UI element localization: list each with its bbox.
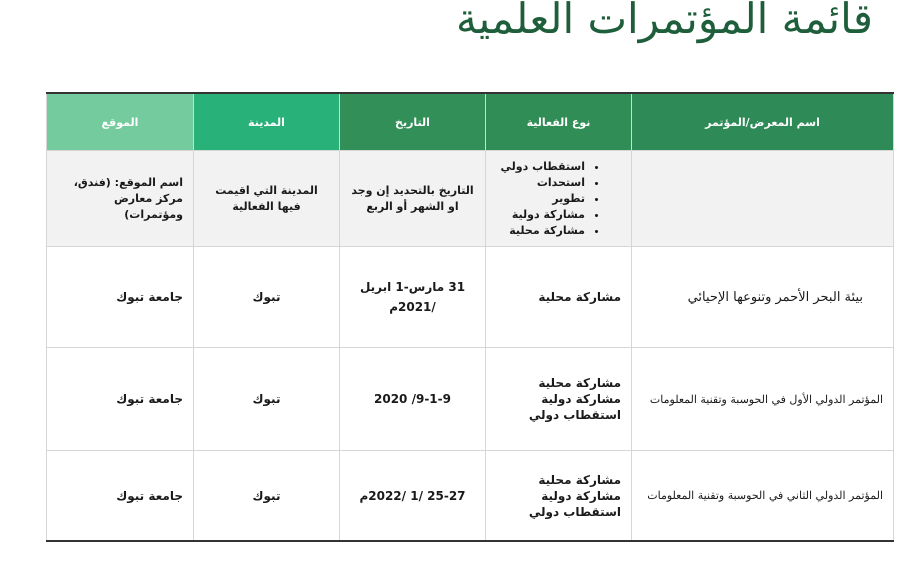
table-row [47, 451, 894, 542]
event-venue: جامعة تبوك [47, 451, 194, 542]
list-item: • مشاركة دولية [496, 207, 585, 223]
event-date: 31 مارس-1 ابريل /2021م [340, 247, 486, 348]
guide-type-cell [486, 151, 632, 247]
event-city: تبوك [194, 247, 340, 348]
event-type [486, 451, 632, 542]
type-line: مشاركة محلية [538, 472, 621, 487]
type-line: مشاركة محلية [538, 376, 621, 390]
list-item: • مشاركة محلية [496, 223, 585, 239]
guide-venue-cell: اسم الموقع: (فندق، مركز معارض ومؤتمرات) [47, 151, 194, 247]
table-row [47, 348, 894, 451]
header-city: المدينة [194, 93, 340, 151]
event-type [486, 348, 632, 451]
conference-name: المؤتمر الدولي الثاني في الحوسبة وتقنية المعلومات [632, 451, 894, 542]
header-name: اسم المعرض/المؤتمر [632, 93, 894, 151]
event-venue: جامعة تبوك [47, 247, 194, 348]
type-line: مشاركة محلية [538, 290, 621, 304]
type-line: مشاركة دولية [541, 392, 621, 406]
guide-row [47, 151, 894, 247]
type-line: مشاركة دولية [541, 488, 621, 503]
event-type [486, 247, 632, 348]
guide-date-cell: التاريخ بالتحديد إن وجد او الشهر أو الربع [340, 151, 486, 247]
page-title: قائمة المؤتمرات العلمية [456, 0, 873, 43]
conference-name: المؤتمر الدولي الأول في الحوسبة وتقنية المعلومات [632, 348, 894, 451]
table-row [47, 247, 894, 348]
guide-name-cell [632, 151, 894, 247]
header-type: نوع الفعالية [486, 93, 632, 151]
type-line: استقطاب دولي [528, 504, 621, 519]
event-venue: جامعة تبوك [47, 348, 194, 451]
guide-city-cell: المدينة التي اقيمت فيها الفعالية [194, 151, 340, 247]
conference-name: بيئة البحر الأحمر وتنوعها الإحيائي [632, 247, 894, 348]
conferences-table [46, 92, 894, 542]
header-venue: الموقع [47, 93, 194, 151]
event-date: 25-27 /1 /2022م [340, 451, 486, 542]
list-item: • استحدات [496, 175, 585, 191]
event-date: 9-1-9/ 2020 [340, 348, 486, 451]
event-city: تبوك [194, 451, 340, 542]
table-header-row [47, 93, 894, 151]
list-item: • تطوير [496, 191, 585, 207]
event-city: تبوك [194, 348, 340, 451]
header-date: التاريخ [340, 93, 486, 151]
list-item: • استقطاب دولي [496, 159, 585, 175]
type-options-list [496, 159, 621, 239]
type-line: استقطاب دولي [528, 408, 621, 422]
